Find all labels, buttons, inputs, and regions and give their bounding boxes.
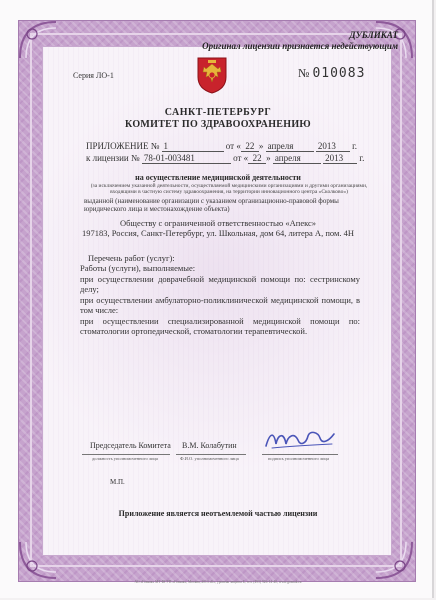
subject-heading: на осуществление медицинской деятельности xyxy=(135,173,301,182)
license-label: к лицензии № xyxy=(86,153,140,163)
printer-info: АО «Гознак» МТ ФГУП «Гознак», Москва, 2013 «Б», уровень защиты Б, тел. (495) 926-14-40, www.goznak.ru xyxy=(134,580,302,584)
appendix-day: 22 xyxy=(241,141,259,152)
appendix-from: от « xyxy=(225,141,241,151)
corner-ornament-icon xyxy=(374,20,414,60)
issuer-city: САНКТ-ПЕТЕРБУРГ xyxy=(164,107,272,118)
appendix-year: 2013 xyxy=(316,141,350,152)
license-quote: » xyxy=(266,153,271,163)
stamp-place: М.П. xyxy=(110,478,125,486)
works-list-label: Перечень работ (услуг): xyxy=(88,253,175,263)
signer-position: Председатель Комитета xyxy=(90,441,171,450)
issuer-committee: КОМИТЕТ ПО ЗДРАВООХРАНЕНИЮ xyxy=(125,119,311,130)
appendix-label: ПРИЛОЖЕНИЕ № xyxy=(86,141,160,151)
name-underline xyxy=(176,454,246,455)
signature-caption: подпись уполномоченного лица xyxy=(268,456,329,461)
work-item: при осуществлении амбулаторно-поликлинической медицинской помощи, в том числе: xyxy=(80,295,360,315)
issued-to-label: выданной (наименование организации с указанием организационно-правовой формы юридического лица и местонахождение объекта) xyxy=(84,197,339,213)
handwritten-signature-icon xyxy=(262,426,338,454)
subject-note: (за исключением указанной деятельности, осуществляемой медицинскими организациями и другими организациями, входящими в частную систему здравоохранения, на территории инновационного центра «Сколково») xyxy=(90,183,368,196)
appendix-footer-note: Приложение является неотъемлемой частью лицензии xyxy=(118,509,318,518)
position-underline xyxy=(82,454,170,455)
license-month: апреля xyxy=(273,153,321,164)
appendix-row xyxy=(86,141,357,152)
corner-ornament-icon xyxy=(18,540,58,580)
form-number-value: 010083 xyxy=(312,66,366,81)
signer-name: В.М. Колабутин xyxy=(182,441,237,450)
appendix-year-suffix: г. xyxy=(352,141,358,151)
series-label: Серия ЛО-1 xyxy=(73,71,114,80)
license-from: от « xyxy=(233,153,249,163)
work-item: при осуществлении доврачебной медицинской помощи по: сестринскому делу; xyxy=(80,274,360,294)
position-caption: должность уполномоченного лица xyxy=(92,456,158,461)
corner-ornament-icon xyxy=(374,540,414,580)
original-invalid-note: Оригинал лицензии признается недействующим xyxy=(202,41,398,51)
form-number xyxy=(298,66,365,81)
organization-name: Обществу с ограниченной ответственностью «Апекс» xyxy=(119,218,317,228)
license-row xyxy=(86,153,364,164)
appendix-quote: » xyxy=(258,141,264,151)
coat-of-arms-icon xyxy=(194,55,230,95)
corner-ornament-icon xyxy=(18,20,58,60)
license-number: 78-01-003481 xyxy=(142,153,231,164)
license-day: 22 xyxy=(248,153,266,164)
work-item: при осуществлении специализированной медицинской помощи по: стоматологии ортопедической, стоматологии терапевтической. xyxy=(80,316,360,336)
license-year-suffix: г. xyxy=(359,153,365,163)
number-sign: № xyxy=(298,66,310,80)
appendix-number: 1 xyxy=(162,141,224,152)
appendix-month: апреля xyxy=(266,141,314,152)
name-caption: Ф.И.О. уполномоченного лица xyxy=(180,456,239,461)
works-performed-label: Работы (услуги), выполняемые: xyxy=(80,263,196,273)
duplicate-stamp: ДУБЛИКАТ xyxy=(349,30,398,40)
license-year: 2013 xyxy=(323,153,357,164)
signature-underline xyxy=(262,454,338,455)
organization-address: 197183, Россия, Санкт-Петербург, ул. Школьная, дом 64, литера А, пом. 4Н xyxy=(82,228,354,238)
